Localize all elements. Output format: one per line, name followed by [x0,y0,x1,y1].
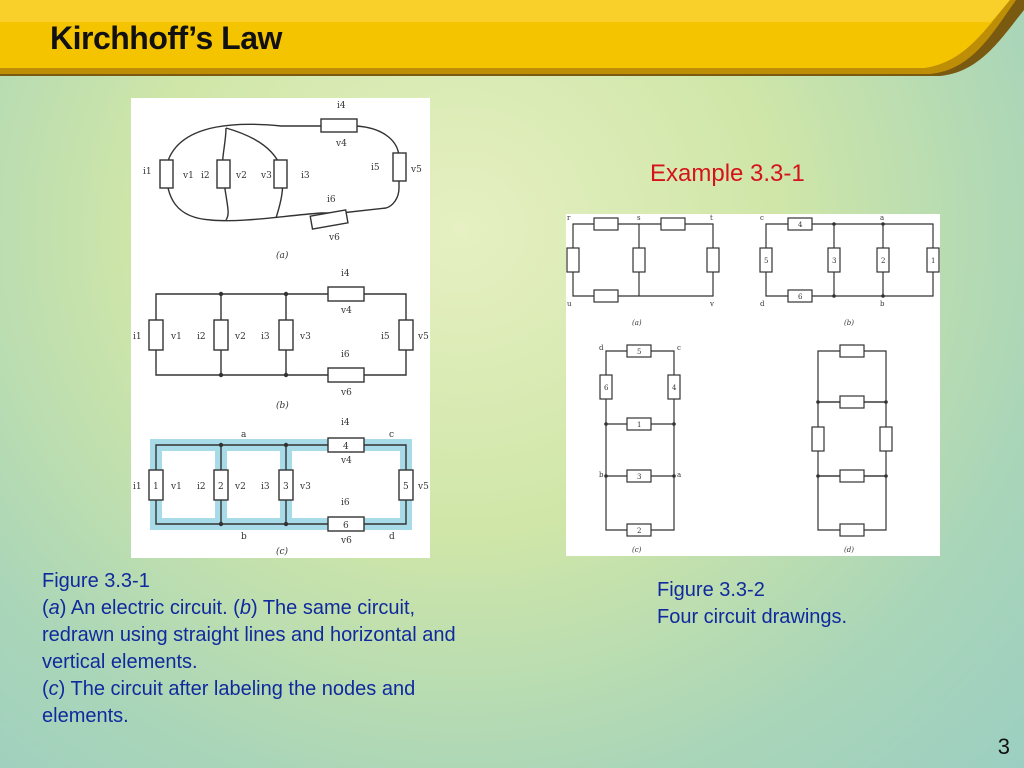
example-label: Example 3.3-1 [650,160,805,187]
caption-figure-3-3-1 [42,568,582,730]
node-a-c-right: a [677,471,682,479]
element-3-c-right: 3 [637,473,642,481]
label-v6-b: v6 [341,388,352,398]
drawing-d-labels [844,546,854,554]
drawing-c [600,345,680,536]
node-a-c: a [241,430,247,440]
node-c-c-right: c [677,344,681,352]
sub-label-b-right: (b) [844,319,854,327]
label-i5-b: i5 [381,332,390,342]
node-b-b: b [880,300,885,308]
element-3-b: 3 [832,257,837,265]
circuit-c [149,438,413,531]
title-bar [0,0,1024,90]
slide-title: Kirchhoff’s Law [50,20,282,56]
element-6-b: 6 [798,293,803,301]
label-v2-b: v2 [235,332,246,342]
label-i2-a: i2 [201,171,210,181]
sub-label-d-right: (d) [844,546,854,554]
label-i1-b: i1 [133,332,142,342]
figure-3-3-2 [566,214,940,556]
element-1-b: 1 [931,257,936,265]
element-6-c-right: 6 [604,384,609,392]
label-i4-c: i4 [341,418,350,428]
label-i2-b: i2 [197,332,206,342]
caption-left-line-4: vertical elements. [42,651,198,673]
caption-figure-3-3-2 [657,577,957,631]
label-i3-a: i3 [301,171,310,181]
label-i2-c: i2 [197,482,206,492]
element-6-c: 6 [343,521,349,531]
label-v2-a: v2 [236,171,247,181]
element-2-c: 2 [218,482,224,492]
node-u-a: u [567,300,572,308]
label-v3-b: v3 [300,332,311,342]
node-t-a: t [710,214,713,222]
label-i6-b: i6 [341,350,350,360]
label-i4-a: i4 [337,101,346,111]
drawing-b-labels [760,214,935,327]
label-i6-c: i6 [341,498,350,508]
label-v4-c: v4 [341,456,352,466]
label-v4-a: v4 [336,139,347,149]
label-v5-c: v5 [418,482,429,492]
circuit-b [149,287,413,382]
node-s-a: s [637,214,641,222]
element-1-c-right: 1 [637,421,642,429]
drawing-b [760,218,939,302]
caption-left-line-6: elements. [42,705,129,727]
label-i1-c: i1 [133,482,142,492]
drawing-d [812,345,892,536]
label-v3-a: v3 [261,171,272,181]
drawing-d-nodes [816,400,888,478]
circuit-b-nodes [219,292,288,377]
node-d-c-right: d [599,344,604,352]
caption-right-line-1: Figure 3.3-2 [657,579,765,601]
figure-3-3-1-diagram [131,98,430,558]
label-i3-c: i3 [261,482,270,492]
label-i3-b: i3 [261,332,270,342]
figure-3-3-2-diagram [566,214,940,556]
label-v5-a: v5 [411,165,422,175]
node-b-c: b [241,532,247,542]
node-r-a: r [567,214,571,222]
caption-left-line-2: (a) An electric circuit. (b) The same circuit, [42,597,416,619]
label-v6-c: v6 [341,536,352,546]
element-1-c: 1 [153,482,159,492]
node-c-c: c [389,430,395,440]
figure-3-3-1 [131,98,430,558]
drawing-a [567,218,719,302]
node-c-b: c [760,214,764,222]
label-i6-a: i6 [327,195,336,205]
label-i4-b: i4 [341,269,350,279]
label-v5-b: v5 [418,332,429,342]
node-d-b: d [760,300,765,308]
sub-label-a: (a) [276,251,289,261]
element-2-b: 2 [881,257,886,265]
node-a-b: a [880,214,885,222]
label-v4-b: v4 [341,306,352,316]
element-4-b: 4 [798,221,803,229]
element-4-c-right: 4 [672,384,677,392]
caption-left-line-5: (c) The circuit after labeling the nodes and [42,678,416,700]
node-d-c: d [389,532,395,542]
circuit-a [160,119,406,229]
sub-label-a-right: (a) [632,319,642,327]
label-v1-a: v1 [183,171,194,181]
label-i5-a: i5 [371,163,380,173]
caption-left-line-1: Figure 3.3-1 [42,570,150,592]
element-5-c: 5 [403,482,409,492]
element-5-c-right: 5 [637,348,642,356]
label-v2-c: v2 [235,482,246,492]
element-2-c-right: 2 [637,527,642,535]
node-b-c-right: b [599,471,604,479]
label-i1-a: i1 [143,167,152,177]
sub-label-c: (c) [276,547,289,557]
caption-right-line-2: Four circuit drawings. [657,606,848,628]
page-number: 3 [997,734,1010,759]
element-3-c: 3 [283,482,289,492]
label-v1-c: v1 [171,482,182,492]
sub-label-c-right: (c) [632,546,642,554]
sub-label-b: (b) [276,401,289,411]
node-v-a: v [710,300,714,308]
element-4-c: 4 [343,442,349,452]
label-v1-b: v1 [171,332,182,342]
label-v3-c: v3 [300,482,311,492]
element-5-b: 5 [764,257,769,265]
caption-left-line-3: redrawn using straight lines and horizontal and [42,624,456,646]
label-v6-a: v6 [329,233,340,243]
